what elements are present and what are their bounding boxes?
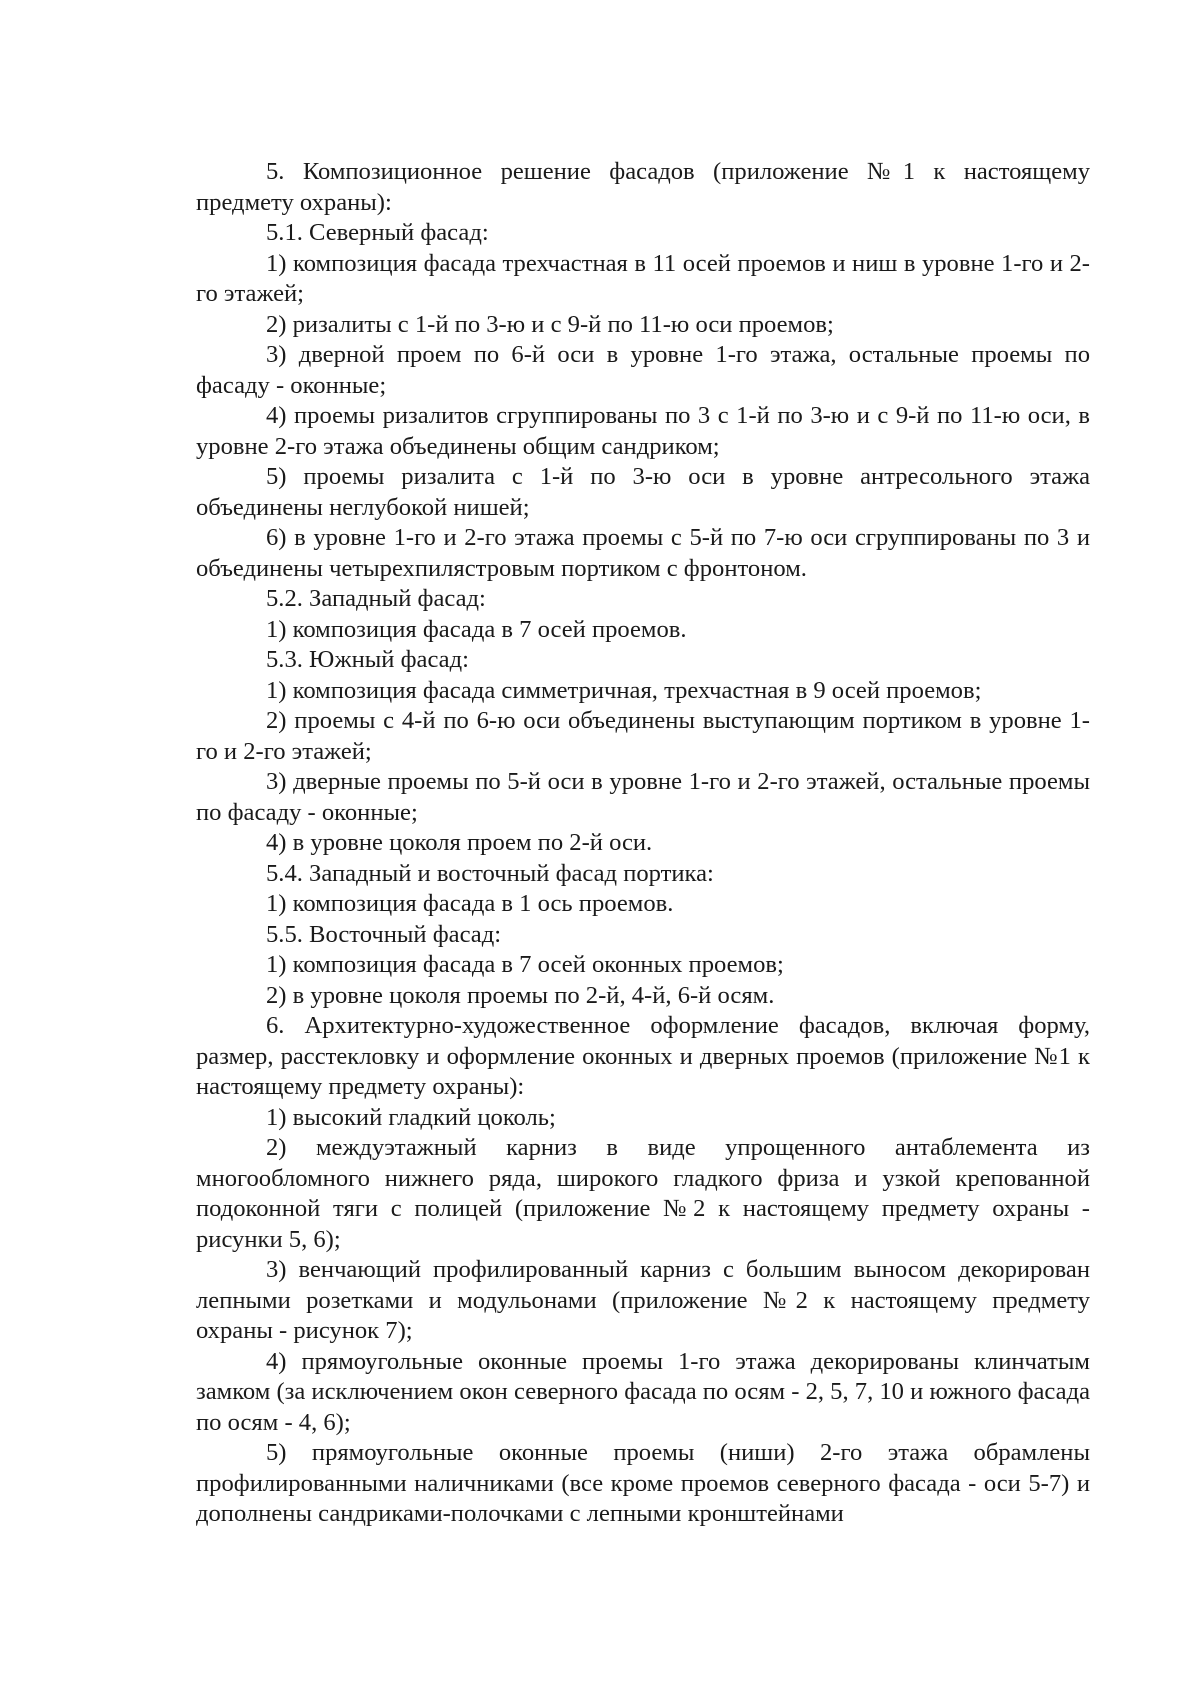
paragraph: 1) композиция фасада в 1 ось проемов. [266, 890, 674, 917]
document-body [196, 157, 1090, 1530]
paragraph: 2) ризалиты с 1-й по 3-ю и с 9-й по 11-ю оси проемов; [266, 310, 834, 338]
paragraph: 5) проемы ризалита с 1-й по 3-ю оси в уровне антресольного этажа объединены неглубокой нишей; [196, 463, 1090, 521]
paragraph: 4) проемы ризалитов сгруппированы по 3 с 1-й по 3-ю и с 9-й по 11-ю оси, в уровне 2-го этажа объединены общим сандриком; [196, 402, 1090, 460]
paragraph: 1) композиция фасада трехчастная в 11 осей проемов и ниш в уровне 1-го и 2-го этажей; [196, 249, 1090, 307]
paragraph: 2) междуэтажный карниз в виде упрощенного антаблемента из многообломного нижнего ряда, широкого гладкого фриза и узкой крепованной подоконной тяги с полицей (приложение №2 к настоящему предмету охраны - рисунки 5, 6); [196, 1134, 1090, 1253]
paragraph: 4) в уровне цоколя проем по 2-й оси. [266, 829, 653, 856]
paragraph: 1) композиция фасада в 7 осей оконных проемов; [266, 951, 784, 978]
paragraph: 2) в уровне цоколя проемы по 2-й, 4-й, 6-й осям. [266, 981, 775, 1009]
paragraph: 4) прямоугольные оконные проемы 1-го этажа декорированы клинчатым замком (за исключением окон северного фасада по осям - 2, 5, 7, 10 и южного фасада по осям - 4, 6); [196, 1347, 1090, 1436]
paragraph: 1) композиция фасада симметричная, трехчастная в 9 осей проемов; [266, 676, 982, 704]
paragraph: 5.1. Северный фасад: [266, 219, 489, 246]
paragraph: 5.5. Восточный фасад: [266, 920, 502, 948]
paragraph: 3) венчающий профилированный карниз с большим выносом декорирован лепными розетками и модульонами (приложение №2 к настоящему предмету охраны - рисунок 7); [196, 1256, 1090, 1344]
paragraph: 1) высокий гладкий цоколь; [266, 1103, 556, 1131]
paragraph: 5.2. Западный фасад: [266, 585, 486, 612]
paragraph: 3) дверные проемы по 5-й оси в уровне 1-го и 2-го этажей, остальные проемы по фасаду - оконные; [196, 768, 1090, 826]
paragraph: 5) прямоугольные оконные проемы (ниши) 2-го этажа обрамлены профилированными наличниками (все кроме проемов северного фасада - оси 5-7) и дополнены сандриками-полочками с лепными кронштейнами [196, 1439, 1090, 1527]
paragraph: 6) в уровне 1-го и 2-го этажа проемы с 5-й по 7-ю оси сгруппированы по 3 и объединены четырехпилястровым портиком с фронтоном. [196, 524, 1090, 582]
paragraph: 2) проемы с 4-й по 6-ю оси объединены выступающим портиком в уровне 1-го и 2-го этажей; [196, 707, 1090, 765]
paragraph: 3) дверной проем по 6-й оси в уровне 1-го этажа, остальные проемы по фасаду - оконные; [196, 341, 1090, 399]
paragraph: 5.3. Южный фасад: [266, 646, 469, 673]
paragraph: 5.4. Западный и восточный фасад портика: [266, 859, 714, 887]
paragraph: 6. Архитектурно-художественное оформление фасадов, включая форму, размер, расстекловку и оформление оконных и дверных проемов (приложение №1 к настоящему предмету охраны): [196, 1012, 1090, 1100]
paragraph: 1) композиция фасада в 7 осей проемов. [266, 615, 687, 643]
paragraph: 5. Композиционное решение фасадов (приложение №1 к настоящему предмету охраны): [196, 158, 1090, 216]
